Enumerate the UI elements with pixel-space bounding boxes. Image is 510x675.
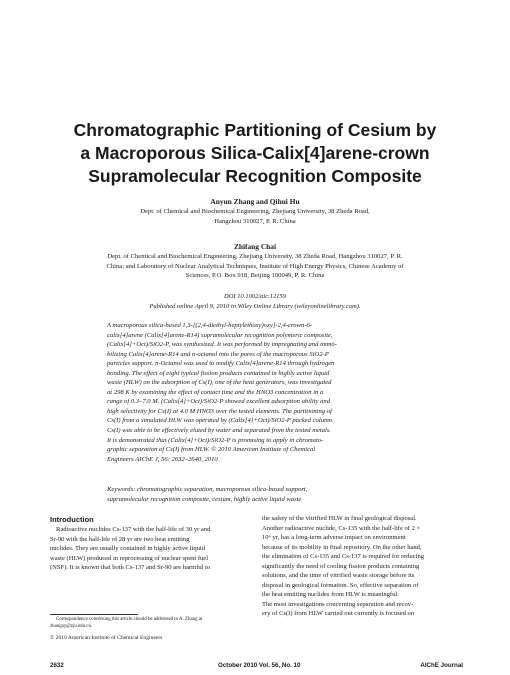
body-line: the elimination of Cs-135 and Cs-137 is required for reducing — [262, 553, 425, 560]
title-line: Supramolecular Recognition Composite — [88, 166, 422, 186]
authors-2: Zhifang Chai — [233, 242, 277, 251]
body-line: (NSF). It is known that both Cs-137 and Sr-90 are harmful to — [50, 564, 211, 571]
abstract-line: Cs(I) from a simulated HLW was operated by (Calix[4]+Oct)/SiO2-P packed column. — [107, 417, 334, 425]
left-column — [50, 514, 250, 573]
abstract-line: graphic separation of Cs(I) from HLW. © 2010 American Institute of Chemical — [107, 446, 316, 454]
footnote-line: Correspondence concerning this article should be addressed to A. Zhang at — [56, 617, 203, 622]
keywords-line: Keywords: chromatographic separation, macroporous silica-based support, — [107, 486, 308, 493]
abstract-line: range of 0.3–7.0 M. (Calix[4]+Oct)/SiO2-P showed excellent adsorption ability and — [107, 398, 330, 406]
copyright-notice: © 2010 American Institute of Chemical Engineers — [50, 635, 163, 641]
body-line: the safety of the vitrified HLW in final geological disposal. — [262, 515, 417, 522]
section-heading-introduction: Introduction — [50, 515, 94, 524]
abstract-line: at 298 K by examining the effect of contact time and the HNO3 concentration in a — [107, 388, 324, 396]
correspondence-footnote — [50, 617, 250, 630]
abstract-line: bilizing Calix[4]arene-R14 and n-octanol into the pores of the macroporous SiO2-P — [107, 350, 329, 358]
abstract-line: It is demonstrated that (Calix[4]+Oct)/SiO2-P is promising to apply in chromato- — [107, 436, 324, 444]
keywords-line: supramolecular recognition composite, cesium, highly active liquid waste — [107, 495, 302, 503]
author-block-1 — [55, 197, 455, 226]
body-line: Radioactive nuclides Cs-137 with the half-life of 30 yr and — [56, 526, 211, 533]
body-line: The most investigations concerning separation and recov- — [262, 600, 414, 608]
abstract-line: Cs(I) was able to be effectively eluted by water and separated from the tested metals. — [107, 427, 332, 435]
title-line: a Macroporous Silica-Calix[4]arene-crown — [80, 143, 430, 163]
affiliation-line: Dept. of Chemical and Biochemical Engineering, Zhejiang University, 38 Zheda Road, — [140, 208, 370, 215]
article-title — [40, 119, 470, 188]
published-online: Published online April 9, 2010 in Wiley Online Library (wileyonlinelibrary.com). — [149, 302, 361, 310]
intro-paragraph-left — [50, 525, 250, 573]
body-line: ery of Cs(I) from HLW carried out currently is focused on — [262, 610, 415, 617]
keywords — [107, 485, 407, 504]
doi-block — [55, 292, 455, 311]
abstract-line: (Calix[4]+Oct)/SiO2-P, was synthesized. It was performed by impregnating and immo- — [107, 341, 337, 349]
abstract-line: A macroporous silica-based 1,3-[(2,4-diethyl-heptylethoxy)oxy]-2,4-crown-6- — [107, 322, 312, 329]
affiliation-line: Sciences, P.O. Box 918, Beijing 100049, P. R. China — [185, 272, 325, 279]
abstract-line: waste (HLW) on the adsorption of Cs(I), one of the heat generators, was investigated — [107, 379, 332, 387]
body-line: because of its mobility in final repository. On the other hand, — [262, 543, 422, 551]
affiliation-2 — [55, 252, 455, 281]
body-line: Sr-90 with the half-life of 28 yr are two heat emitting — [50, 535, 190, 543]
footnote-divider — [50, 614, 138, 615]
affiliation-line: Dept. of Chemical and Biochemical Engineering, Zhejiang University, 38 Zheda Road, Hangzhou 310027, P. R. — [107, 253, 403, 260]
abstract — [107, 321, 407, 464]
authors-1: Anyun Zhang and Qihui Hu — [210, 197, 300, 206]
footnote-line[interactable]: zhangay@zju.edu.cn. — [50, 623, 93, 629]
issue-info: October 2010 Vol. 56, No. 10 — [218, 662, 301, 669]
body-line: significantly the need of cooling fission products containing — [262, 562, 420, 570]
body-line: 10⁶ yr, has a long-term adverse impact on environment — [262, 534, 406, 541]
abstract-line: calix[4]arene (Calix[4]arene-R14) supramolecular recognition polymeric composite, — [107, 331, 333, 339]
abstract-line: bonding. The effect of eight typical fission products contained in highly active liquid — [107, 369, 330, 377]
abstract-line: Engineers AIChE J, 56: 2632–2640, 2010 — [107, 455, 218, 463]
affiliation-line: China; and Laboratory of Nuclear Analytical Techniques, Institute of High Energy Physics, Chinese Academy of — [106, 262, 404, 270]
body-line: waste (HLW) produced in reprocessing of nuclear spent fuel — [50, 554, 209, 562]
abstract-line: particles support. n-Octanol was used to modify Calix[4]arene-R14 through hydrogen — [107, 360, 335, 368]
body-line: disposal in geological formation. So, effective separation of — [262, 581, 419, 589]
author-block-2 — [55, 242, 455, 281]
body-line: nuclides. They are usually contained in highly active liquid — [50, 545, 205, 552]
abstract-line: high selectivity for Cs(I) at 4.0 M HNO3 over the tested elements. The partitioning of — [107, 407, 332, 415]
affiliation-1 — [55, 207, 455, 226]
body-line: Another radioactive nuclide, Cs-135 with the half-life of 2 × — [262, 524, 421, 532]
body-line: the heat emitting nuclides from HLW is meaningful. — [262, 591, 399, 598]
affiliation-line: Hangzhou 310027, P. R. China — [214, 217, 296, 225]
body-line: solutions, and the time of vitrified waste storage before its — [262, 572, 415, 579]
right-column — [262, 514, 467, 619]
doi[interactable]: DOI 10.1002/aic.12159 — [224, 293, 286, 300]
intro-paragraph-right — [262, 514, 467, 619]
page-number: 2632 — [50, 662, 64, 669]
title-line: Chromatographic Partitioning of Cesium by — [73, 120, 437, 140]
journal-name: AIChE Journal — [420, 662, 463, 669]
